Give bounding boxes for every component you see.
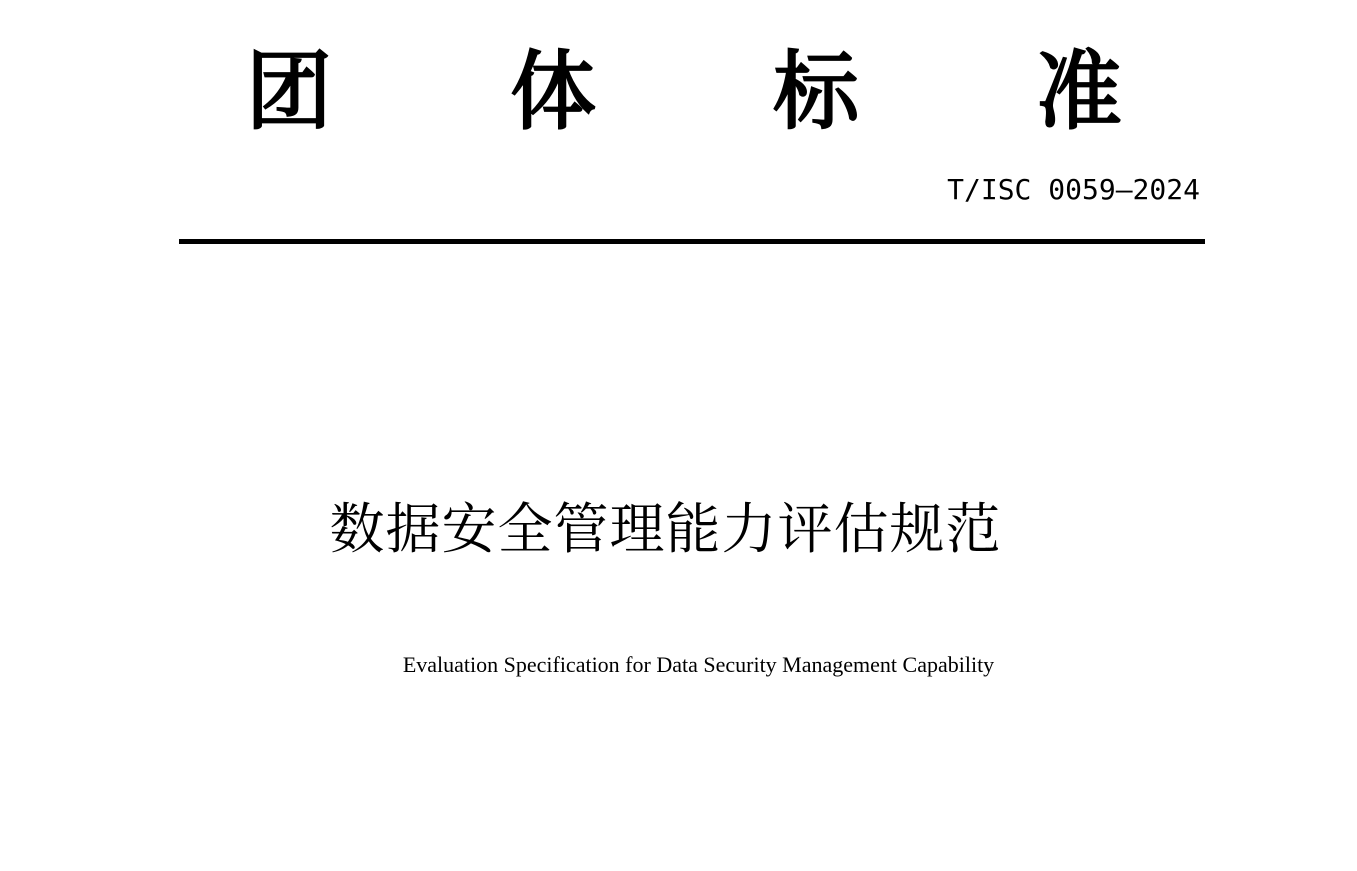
standard-type-char: 体: [510, 42, 596, 142]
standard-type-char: 团: [246, 42, 332, 142]
standard-number: T/ISC 0059—2024: [947, 173, 1200, 206]
standard-type-char: 准: [1036, 42, 1122, 142]
header-divider: [179, 239, 1205, 244]
standard-type-char: 标: [773, 42, 859, 142]
document-title-english: Evaluation Specification for Data Security Management Capability: [402, 652, 995, 677]
standard-type-heading: [0, 42, 1357, 142]
document-title-chinese: 数据安全管理能力评估规范: [329, 497, 1002, 561]
